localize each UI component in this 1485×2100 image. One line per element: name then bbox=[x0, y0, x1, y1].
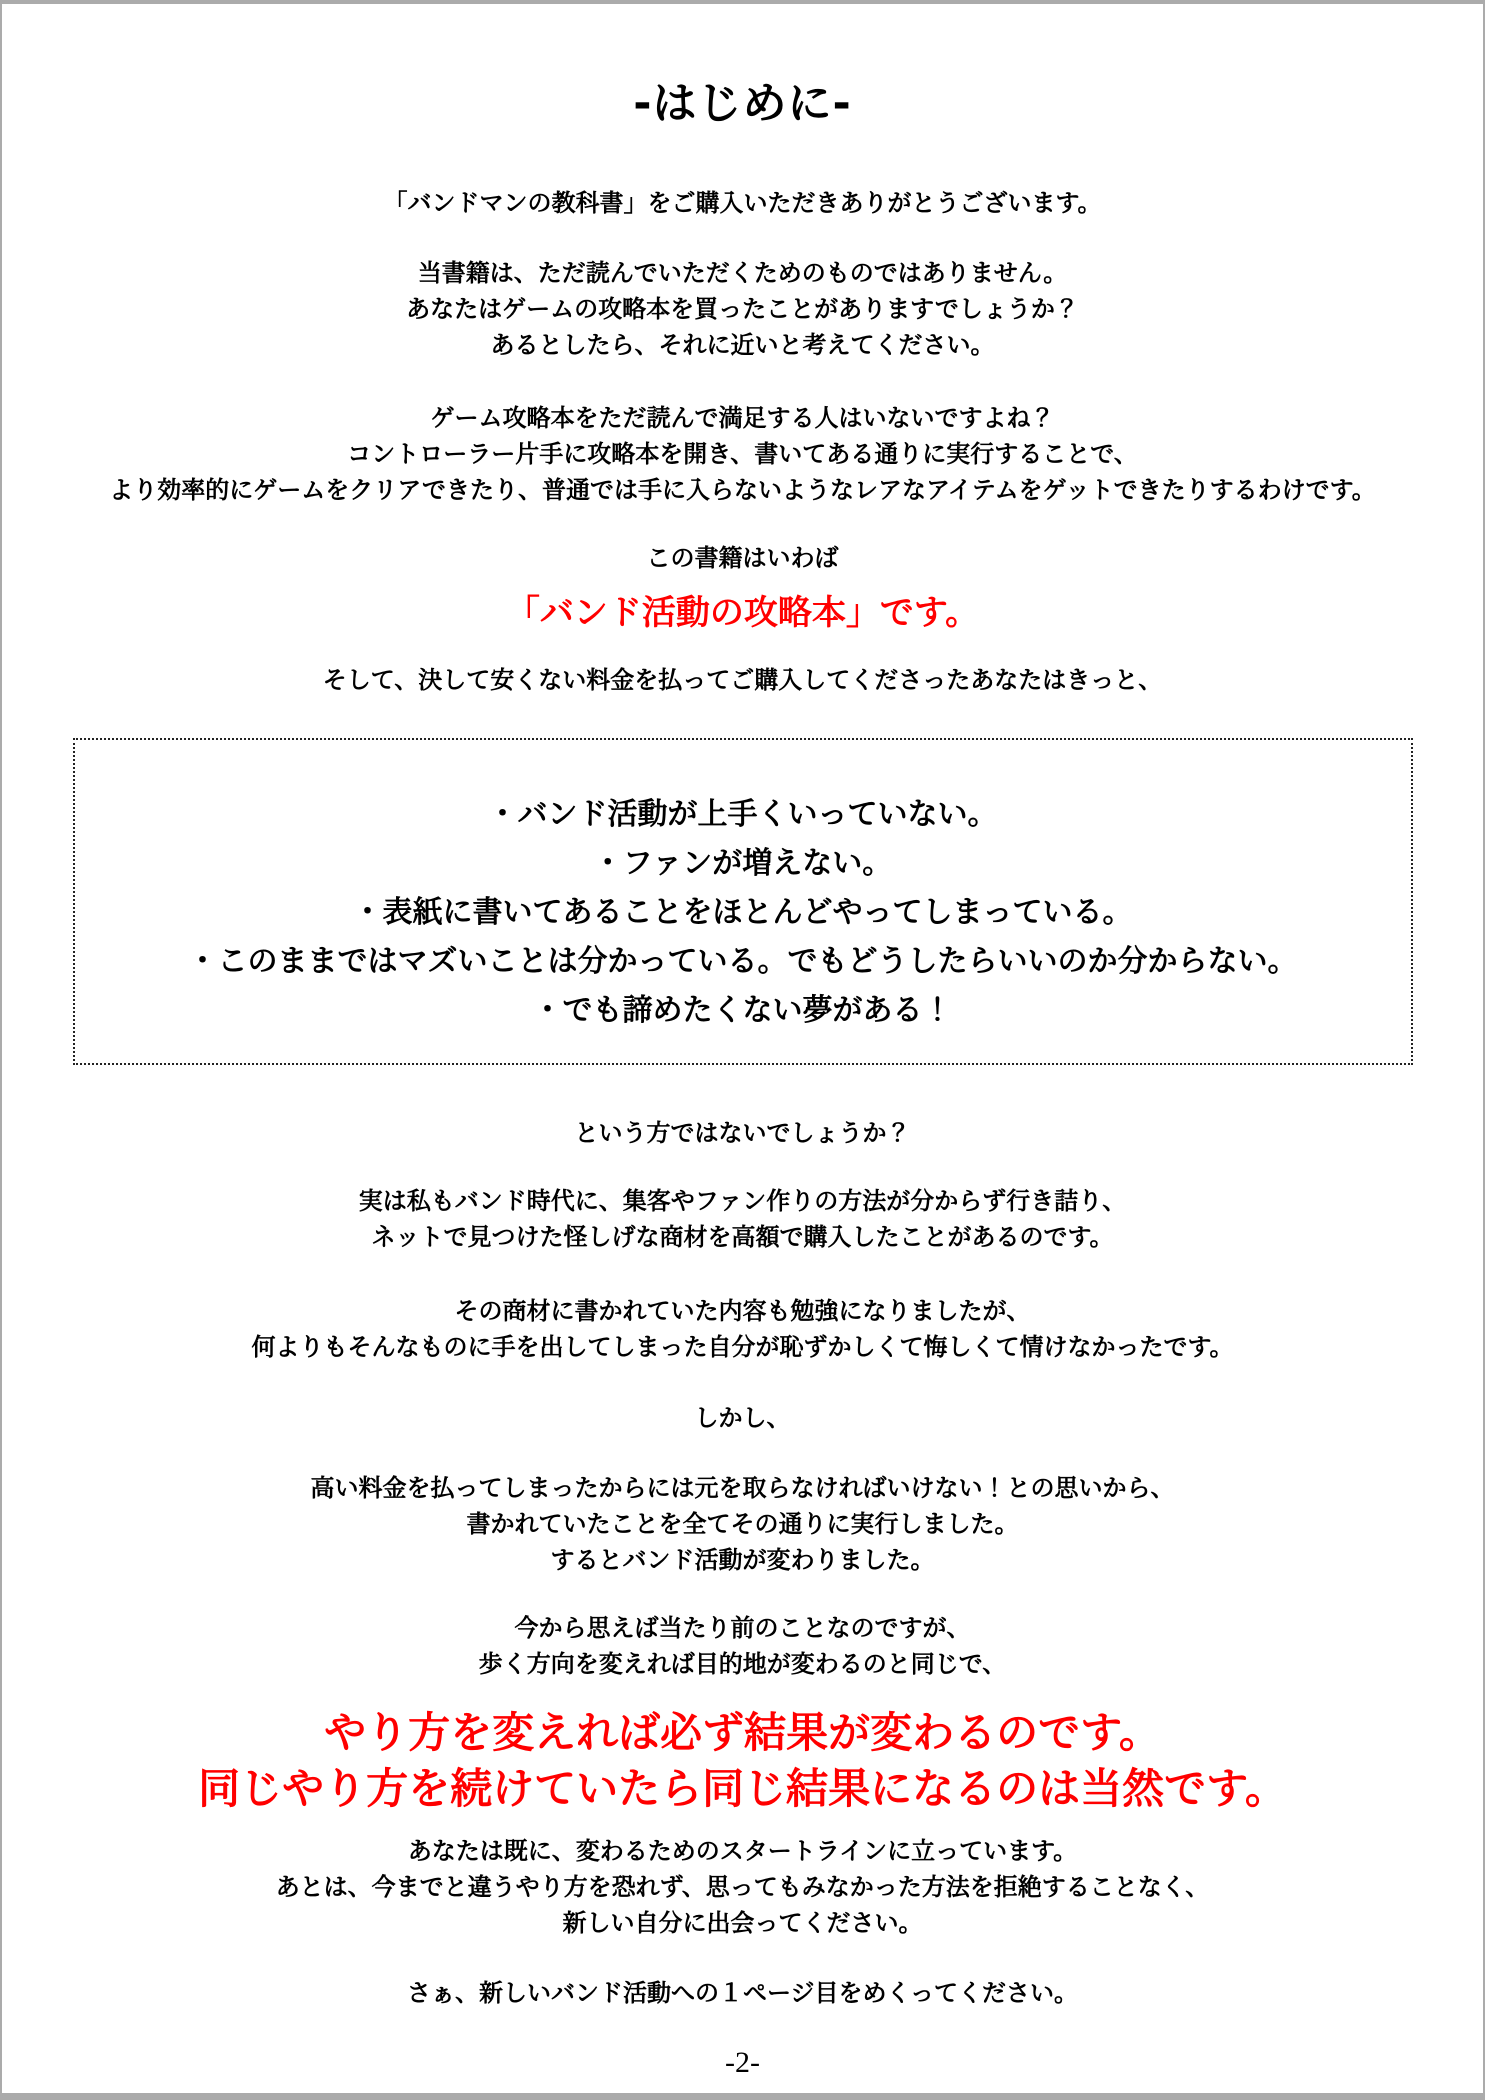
text-line: 実は私もバンド時代に、集客やファン作りの方法が分からず行き詰り、 bbox=[358, 1187, 1127, 1215]
paragraph-however bbox=[2, 1400, 1483, 1436]
text-line: 当書籍は、ただ読んでいただくためのものではありません。 bbox=[417, 259, 1068, 287]
text-line: 同じやり方を続けていたら同じ結果になるのは当然です。 bbox=[198, 1764, 1287, 1813]
text-line: 新しい自分に出会ってください。 bbox=[562, 1909, 923, 1937]
paragraph-direction bbox=[2, 1610, 1483, 1682]
pain-point-item: ・このままではマズいことは分かっている。でもどうしたらいいのか分からない。 bbox=[187, 944, 1298, 979]
paragraph-my-story bbox=[2, 1183, 1483, 1255]
paragraph-start-line bbox=[2, 1833, 1483, 1941]
paragraph-turn-page bbox=[2, 1975, 1483, 2011]
text-line: ネットで見つけた怪しげな商材を高額で購入したことがあるのです。 bbox=[371, 1223, 1114, 1251]
pain-points-box bbox=[73, 738, 1413, 1065]
text-line: あとは、今までと違うやり方を恐れず、思ってもみなかった方法を拒絶することなく、 bbox=[275, 1873, 1210, 1901]
paragraph-not-just-reading bbox=[2, 255, 1483, 363]
text-line: やり方を変えれば必ず結果が変わるのです。 bbox=[324, 1708, 1161, 1757]
text-line: あなたは既に、変わるためのスタートラインに立っています。 bbox=[407, 1837, 1078, 1865]
text-line: 今から思えば当たり前のことなのですが、 bbox=[514, 1614, 971, 1642]
text-line: 歩く方向を変えれば目的地が変わるのと同じで、 bbox=[478, 1650, 1007, 1678]
text-line: 高い料金を払ってしまったからには元を取らなければいけない！との思いから、 bbox=[310, 1474, 1175, 1502]
pain-point-item: ・ファンが増えない。 bbox=[592, 846, 893, 881]
page-bottom-edge bbox=[2, 2093, 1483, 2100]
text-line: 「バンド活動の攻略本」です。 bbox=[505, 593, 980, 633]
text-line: コントローラー片手に攻略本を開き、書いてある通りに実行することで、 bbox=[347, 440, 1138, 468]
paragraph-game-guide bbox=[2, 400, 1483, 508]
text-line: その商材に書かれていた内容も勉強になりましたが、 bbox=[454, 1297, 1031, 1325]
text-line: するとバンド活動が変わりました。 bbox=[550, 1546, 935, 1574]
text-line: しかし、 bbox=[694, 1404, 791, 1432]
pain-point-item: ・表紙に書いてあることをほとんどやってしまっている。 bbox=[352, 895, 1133, 930]
page-number: -2- bbox=[725, 2046, 760, 2079]
text-line: あるとしたら、それに近いと考えてください。 bbox=[490, 331, 995, 359]
paragraph-thanks bbox=[2, 185, 1483, 221]
text-line: 何よりもそんなものに手を出してしまった自分が恥ずかしくて悔しくて情けなかったです。 bbox=[251, 1333, 1234, 1361]
pain-point-item: ・でも諦めたくない夢がある！ bbox=[532, 993, 953, 1028]
text-line: ゲーム攻略本をただ読んで満足する人はいないですよね？ bbox=[430, 404, 1055, 432]
page-top-edge bbox=[2, 0, 1483, 4]
pain-point-item: ・バンド活動が上手くいっていない。 bbox=[487, 797, 998, 832]
red-emphasis-guidebook bbox=[2, 590, 1483, 636]
text-line: あなたはゲームの攻略本を買ったことがありますでしょうか？ bbox=[406, 295, 1079, 323]
page-content bbox=[2, 0, 1483, 2081]
paragraph-question bbox=[2, 1115, 1483, 1151]
text-line: という方ではないでしょうか？ bbox=[574, 1119, 911, 1147]
text-line: 「バンドマンの教科書」をご購入いただきありがとうございます。 bbox=[383, 189, 1102, 217]
text-line: さぁ、新しいバンド活動への１ページ目をめくってください。 bbox=[406, 1979, 1079, 2007]
text-line: そして、決して安くない料金を払ってご購入してくださったあなたはきっと、 bbox=[322, 666, 1163, 694]
paragraph-lead-in bbox=[2, 540, 1483, 576]
text-line: 書かれていたことを全てその通りに実行しました。 bbox=[466, 1510, 1019, 1538]
paragraph-executed bbox=[2, 1470, 1483, 1578]
paragraph-you-surely bbox=[2, 662, 1483, 698]
paragraph-regret bbox=[2, 1293, 1483, 1365]
text-line: この書籍はいわば bbox=[646, 544, 839, 572]
text-line: より効率的にゲームをクリアできたり、普通では手に入らないようなレアなアイテムをゲットできたりするわけです。 bbox=[109, 476, 1376, 504]
red-emphasis-results bbox=[2, 1705, 1483, 1817]
page-title: -はじめに- bbox=[633, 78, 852, 129]
